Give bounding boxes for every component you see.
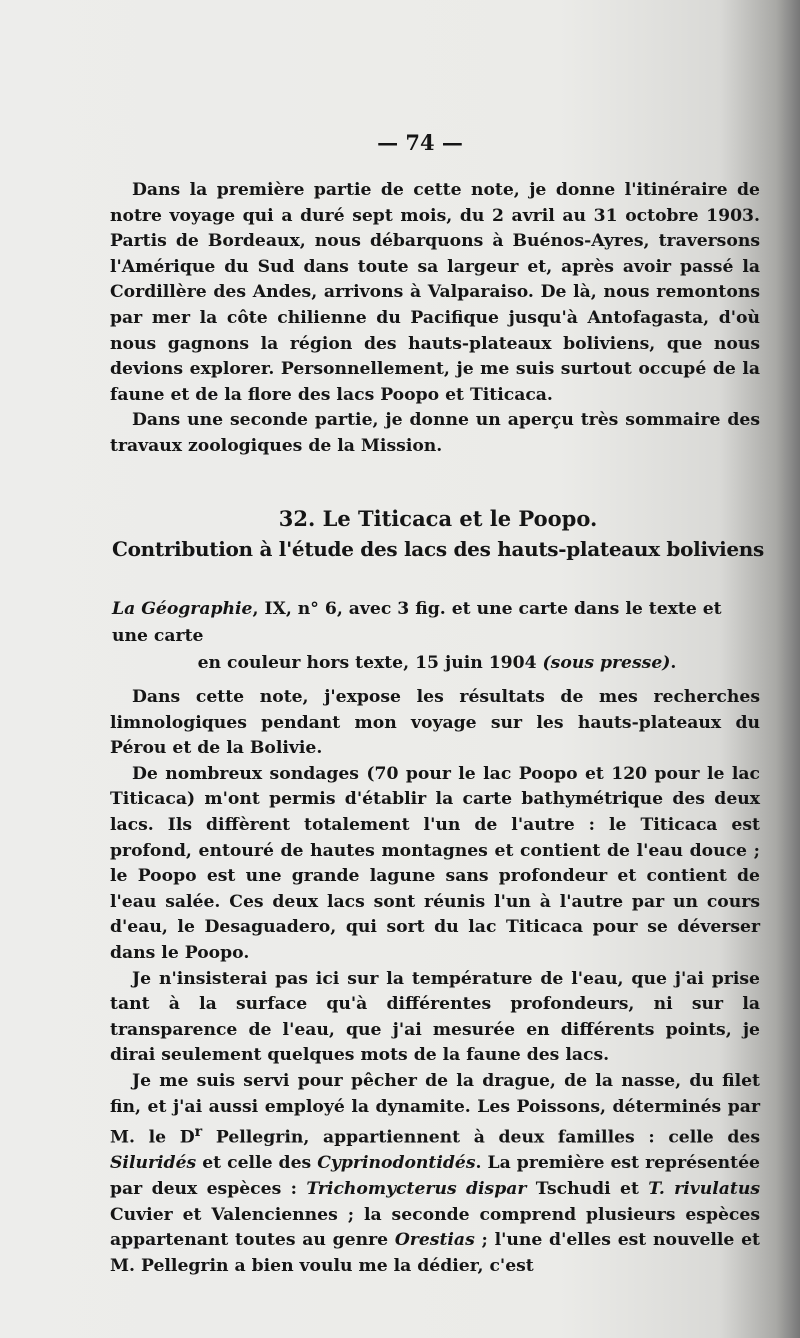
intro-paragraph: Dans la première partie de cette note, je donne l'itinéraire de notre voyage qui a duré sept mois, du 2 avril au 31 octobre 1903. Partis de Bordeaux, nous débarquons à Buénos-Ayres, traversons l'Amérique du Sud dans toute sa largeur et, après avoir passé la Cordillère des Andes, arrivons à Valparaiso. De là, nous remontons par mer la côte chilienne du Pacifique jusqu'à Antofagasta, d'où nous gagnons la région des hauts-plateaux boliviens, que nous devions explorer. Personnellement, je me suis surtout occupé de la faune et de la flore des lacs Poopo et Titicaca. bbox=[110, 180, 760, 405]
intro-paragraph: Dans une seconde partie, je donne un aperçu très sommaire des travaux zoologiques de la Mission. bbox=[110, 410, 760, 456]
species-name: T. rivulatus bbox=[648, 1179, 761, 1200]
intro-section bbox=[110, 178, 760, 460]
body-section bbox=[110, 685, 760, 1279]
family-name: Siluridés bbox=[110, 1153, 197, 1174]
section-subtitle: Contribution à l'étude des lacs des hauts-plateaux boliviens bbox=[111, 537, 764, 561]
genus-name: Orestias bbox=[394, 1230, 475, 1251]
citation-line-1 bbox=[112, 596, 762, 650]
section-title: 32. Le Titicaca et le Poopo. bbox=[278, 506, 598, 531]
body-paragraph: Je n'insisterai pas ici sur la température de l'eau, que j'ai prise tant à la surface qu'à différentes profondeurs, ni sur la transparence de l'eau, que j'ai mesurée en différents points, je dirai seulement quelques mots de la faune des lacs. bbox=[110, 968, 760, 1066]
citation-status: (sous presse) bbox=[542, 653, 671, 673]
page-number: — 74 — bbox=[377, 130, 463, 155]
body-paragraph: Dans cette note, j'expose les résultats de mes recherches limnologiques pendant mon voyage sur les hauts-plateaux du Pérou et de la Bolivie. bbox=[110, 687, 760, 759]
species-name: Trichomycterus dispar bbox=[306, 1179, 527, 1200]
body-paragraph: De nombreux sondages (70 pour le lac Poopo et 120 pour le lac Titicaca) m'ont permis d'établir la carte bathymétrique des deux lacs. Ils diffèrent totalement l'un de l'autre : le Titicaca est profond, entouré de hautes montagnes et contient de l'eau douce ; le Poopo est une grande lagune sans profondeur et contient de l'eau salée. Ces deux lacs sont réunis l'un à l'autre par un cours d'eau, le Desaguadero, qui sort du lac Titicaca pour se déverser dans le Poopo. bbox=[110, 763, 760, 963]
journal-name: La Géographie bbox=[112, 599, 253, 619]
citation bbox=[112, 596, 762, 677]
citation-end: . bbox=[670, 653, 677, 673]
citation-details: , IX, n° 6, avec 3 fig. et une carte dans le texte et une carte bbox=[112, 599, 722, 646]
citation-date: en couleur hors texte, 15 juin 1904 bbox=[197, 653, 543, 673]
body-paragraph: Je me suis servi pour pêcher de la drague, de la nasse, du filet fin, et j'ai aussi employé la dynamite. Les Poissons, déterminés par M. le $D^r$ Pellegrin, appartiennent à deux familles : celle des Siluridés et celle des Cyprinodontidés. La première est représentée par deux espèces : Trichomycterus dispar Tschudi et T. rivulatus Cuvier et Valenciennes ; la seconde comprend plusieurs espèces appartenant toutes au genre Orestias ; l'une d'elles est nouvelle et M. Pellegrin a bien voulu me la dédier, c'est bbox=[110, 1070, 761, 1276]
citation-line-2 bbox=[112, 650, 762, 677]
section-heading bbox=[108, 504, 768, 564]
family-name: Cyprinodontidés bbox=[317, 1153, 476, 1174]
